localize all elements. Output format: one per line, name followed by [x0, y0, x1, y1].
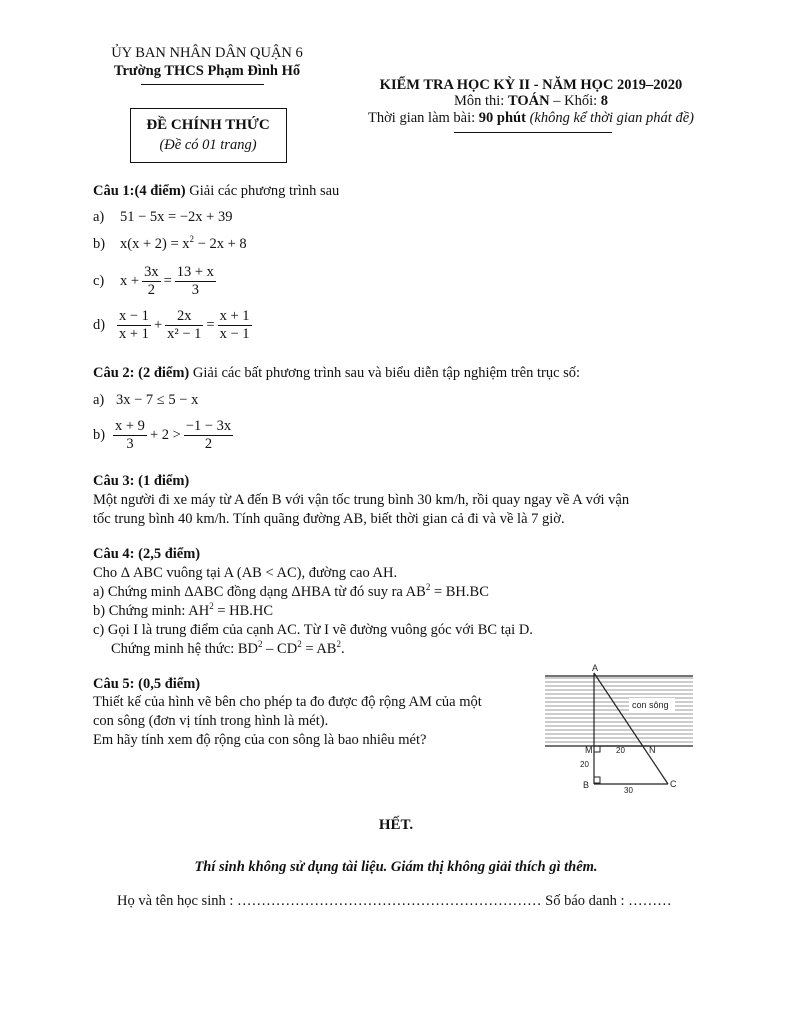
q2-b-frac2: [184, 418, 233, 453]
q1-d-den2: x² − 1: [167, 326, 202, 342]
right-angle-m: [594, 746, 600, 752]
q3-head: Câu 3: (1 điểm): [93, 473, 190, 489]
q4-line2b: = BH.BC: [430, 584, 489, 600]
q2-a-expr: 3x − 7 ≤ 5 − x: [116, 392, 199, 408]
q1-c-den2: 3: [191, 282, 199, 298]
q1-d-num1: x − 1: [119, 308, 149, 324]
q2-b-mid: + 2 >: [149, 427, 181, 443]
q1-d-frac3: [218, 308, 252, 343]
q4-line3sup: 2: [209, 601, 214, 612]
river-label: con sông: [632, 700, 669, 710]
q1-d-num2: 2x: [165, 308, 203, 326]
q1-d-frac1: [117, 308, 151, 343]
q1-d-label: d): [93, 317, 106, 333]
student-info-line: Họ và tên học sinh : ……………………………………………………… Số báo danh : ………: [117, 893, 672, 909]
q1-a-label: a): [93, 209, 105, 225]
q1-prompt: Giải các phương trình sau: [185, 183, 340, 199]
q5-head: Câu 5: (0,5 điểm): [93, 676, 201, 692]
q1-d-den1: x + 1: [119, 326, 149, 342]
grade-prefix: – Khối:: [549, 93, 601, 109]
q4-line5: [111, 640, 345, 659]
right-angle-b: [594, 777, 600, 783]
length-mn: 20: [616, 746, 625, 755]
q5-line3: Em hãy tính xem độ rộng của con sông là bao nhiêu mét?: [93, 732, 427, 748]
q4-line3b: = HB.HC: [213, 603, 274, 619]
q3-line1: Một người đi xe máy từ A đến B với vận tốc trung bình 30 km/h, rồi quay ngay về A với vận: [93, 492, 630, 508]
q2-b-den2: 2: [204, 436, 213, 452]
point-a: A: [592, 663, 599, 673]
point-c: C: [670, 779, 677, 789]
q1-c-num1: 3x: [144, 264, 159, 280]
title-underline: [454, 132, 612, 133]
q2-prompt: Giải các bất phương trình sau và biểu diễn tập nghiệm trên trục số:: [189, 365, 581, 381]
q3-line2: tốc trung bình 40 km/h. Tính quãng đường AB, biết thời gian cả đi và về là 7 giờ.: [93, 511, 565, 527]
length-mb: 20: [580, 760, 589, 769]
q1-heading: [93, 183, 339, 200]
q1-c-eq: =: [163, 273, 172, 289]
q2-head: Câu 2: (2 điểm): [93, 365, 190, 381]
school-underline: [141, 84, 264, 85]
q4-line5sup2: 2: [297, 639, 302, 650]
point-n: N: [649, 745, 656, 755]
q4-line3a: b) Chứng minh: AH: [93, 603, 210, 619]
q1-a-expr: 51 − 5x = −2x + 39: [120, 209, 233, 225]
q1-b-right: − 2x + 8: [194, 236, 247, 252]
point-b: B: [583, 780, 590, 790]
q4-line5c: = AB: [301, 641, 337, 657]
q4-line5b: – CD: [262, 641, 298, 657]
q2-b-num2: −1 − 3x: [185, 418, 232, 434]
end-mark: HẾT.: [378, 817, 414, 833]
q1-head: Câu 1:(4 điểm): [93, 183, 186, 199]
exam-title: KIỂM TRA HỌC KỲ II - NĂM HỌC 2019–2020: [379, 77, 683, 93]
length-bc: 30: [624, 786, 633, 795]
q1-b-sup: 2: [189, 234, 195, 245]
q1-d-eq: =: [206, 317, 215, 333]
q5-line1: Thiết kế của hình vẽ bên cho phép ta đo được độ rộng AM của một: [93, 694, 482, 710]
q2-b-label: b): [93, 427, 106, 443]
q1-a: [93, 209, 235, 226]
q1-b-expr: [117, 236, 250, 253]
subject: TOÁN: [507, 93, 550, 109]
q2-b-den1: 3: [126, 436, 134, 452]
q1-d-num3: x + 1: [219, 308, 250, 324]
subject-line: [454, 93, 608, 110]
q1-d-frac2: [165, 308, 203, 343]
q4-line5sup1: 2: [258, 639, 263, 650]
q1-b: [93, 236, 250, 253]
q4-line5sup3: 2: [336, 639, 341, 650]
q4-line5a: Chứng minh hệ thức: BD: [111, 641, 259, 657]
q1-c-x: x +: [120, 273, 140, 289]
committee-name: ỦY BAN NHÂN DÂN QUẬN 6: [111, 45, 303, 61]
q1-b-left: x(x + 2) = x: [120, 236, 190, 252]
q4-line5d: .: [340, 641, 345, 657]
river-figure: [538, 660, 698, 798]
page-count: (Đề có 01 trang): [159, 137, 257, 153]
time-prefix: Thời gian làm bài:: [368, 110, 479, 126]
time-value: 90 phút: [478, 110, 526, 126]
q4-line2: [93, 583, 489, 602]
official-label: ĐỀ CHÍNH THỨC: [146, 117, 270, 133]
q1-c-den1: 2: [147, 282, 155, 298]
time-note: (không kể thời gian phát đề): [529, 110, 694, 126]
q2-b: [93, 418, 233, 453]
q2-heading: [93, 365, 580, 382]
q1-d-plus: +: [153, 317, 163, 333]
q1-c-num2: 13 + x: [176, 264, 214, 280]
grade: 8: [600, 93, 609, 109]
time-line: [368, 110, 694, 127]
q4-line1: Cho Δ ABC vuông tại A (AB < AC), đường cao AH.: [93, 565, 398, 581]
q4-line2a: a) Chứng minh ΔABC đồng dạng ΔHBA từ đó suy ra AB: [93, 584, 426, 600]
q1-d: [93, 308, 252, 343]
point-m: M: [585, 745, 593, 755]
q5-line2: con sông (đơn vị tính trong hình là mét).: [93, 713, 329, 729]
q2-a-label: a): [93, 392, 105, 408]
q4-line3: [93, 602, 273, 621]
q1-c-label: c): [93, 273, 105, 289]
q2-b-num1: x + 9: [115, 418, 145, 434]
q1-c: [93, 264, 216, 299]
q1-d-den3: x − 1: [219, 326, 250, 342]
q2-b-frac1: [113, 418, 147, 453]
exam-note: Thí sinh không sử dụng tài liệu. Giám thị không giải thích gì thêm.: [194, 859, 598, 875]
q4-line4: c) Gọi I là trung điểm của cạnh AC. Từ I vẽ đường vuông góc với BC tại D.: [93, 622, 533, 638]
q1-c-frac1: [142, 264, 161, 299]
q1-b-label: b): [93, 236, 106, 252]
school-name: Trường THCS Phạm Đình Hổ: [113, 63, 301, 79]
q4-line2sup: 2: [425, 582, 431, 593]
q2-a: [93, 392, 201, 409]
q1-c-frac2: [175, 264, 216, 299]
subject-prefix: Môn thi:: [453, 93, 508, 109]
q4-head: Câu 4: (2,5 điểm): [93, 546, 201, 562]
